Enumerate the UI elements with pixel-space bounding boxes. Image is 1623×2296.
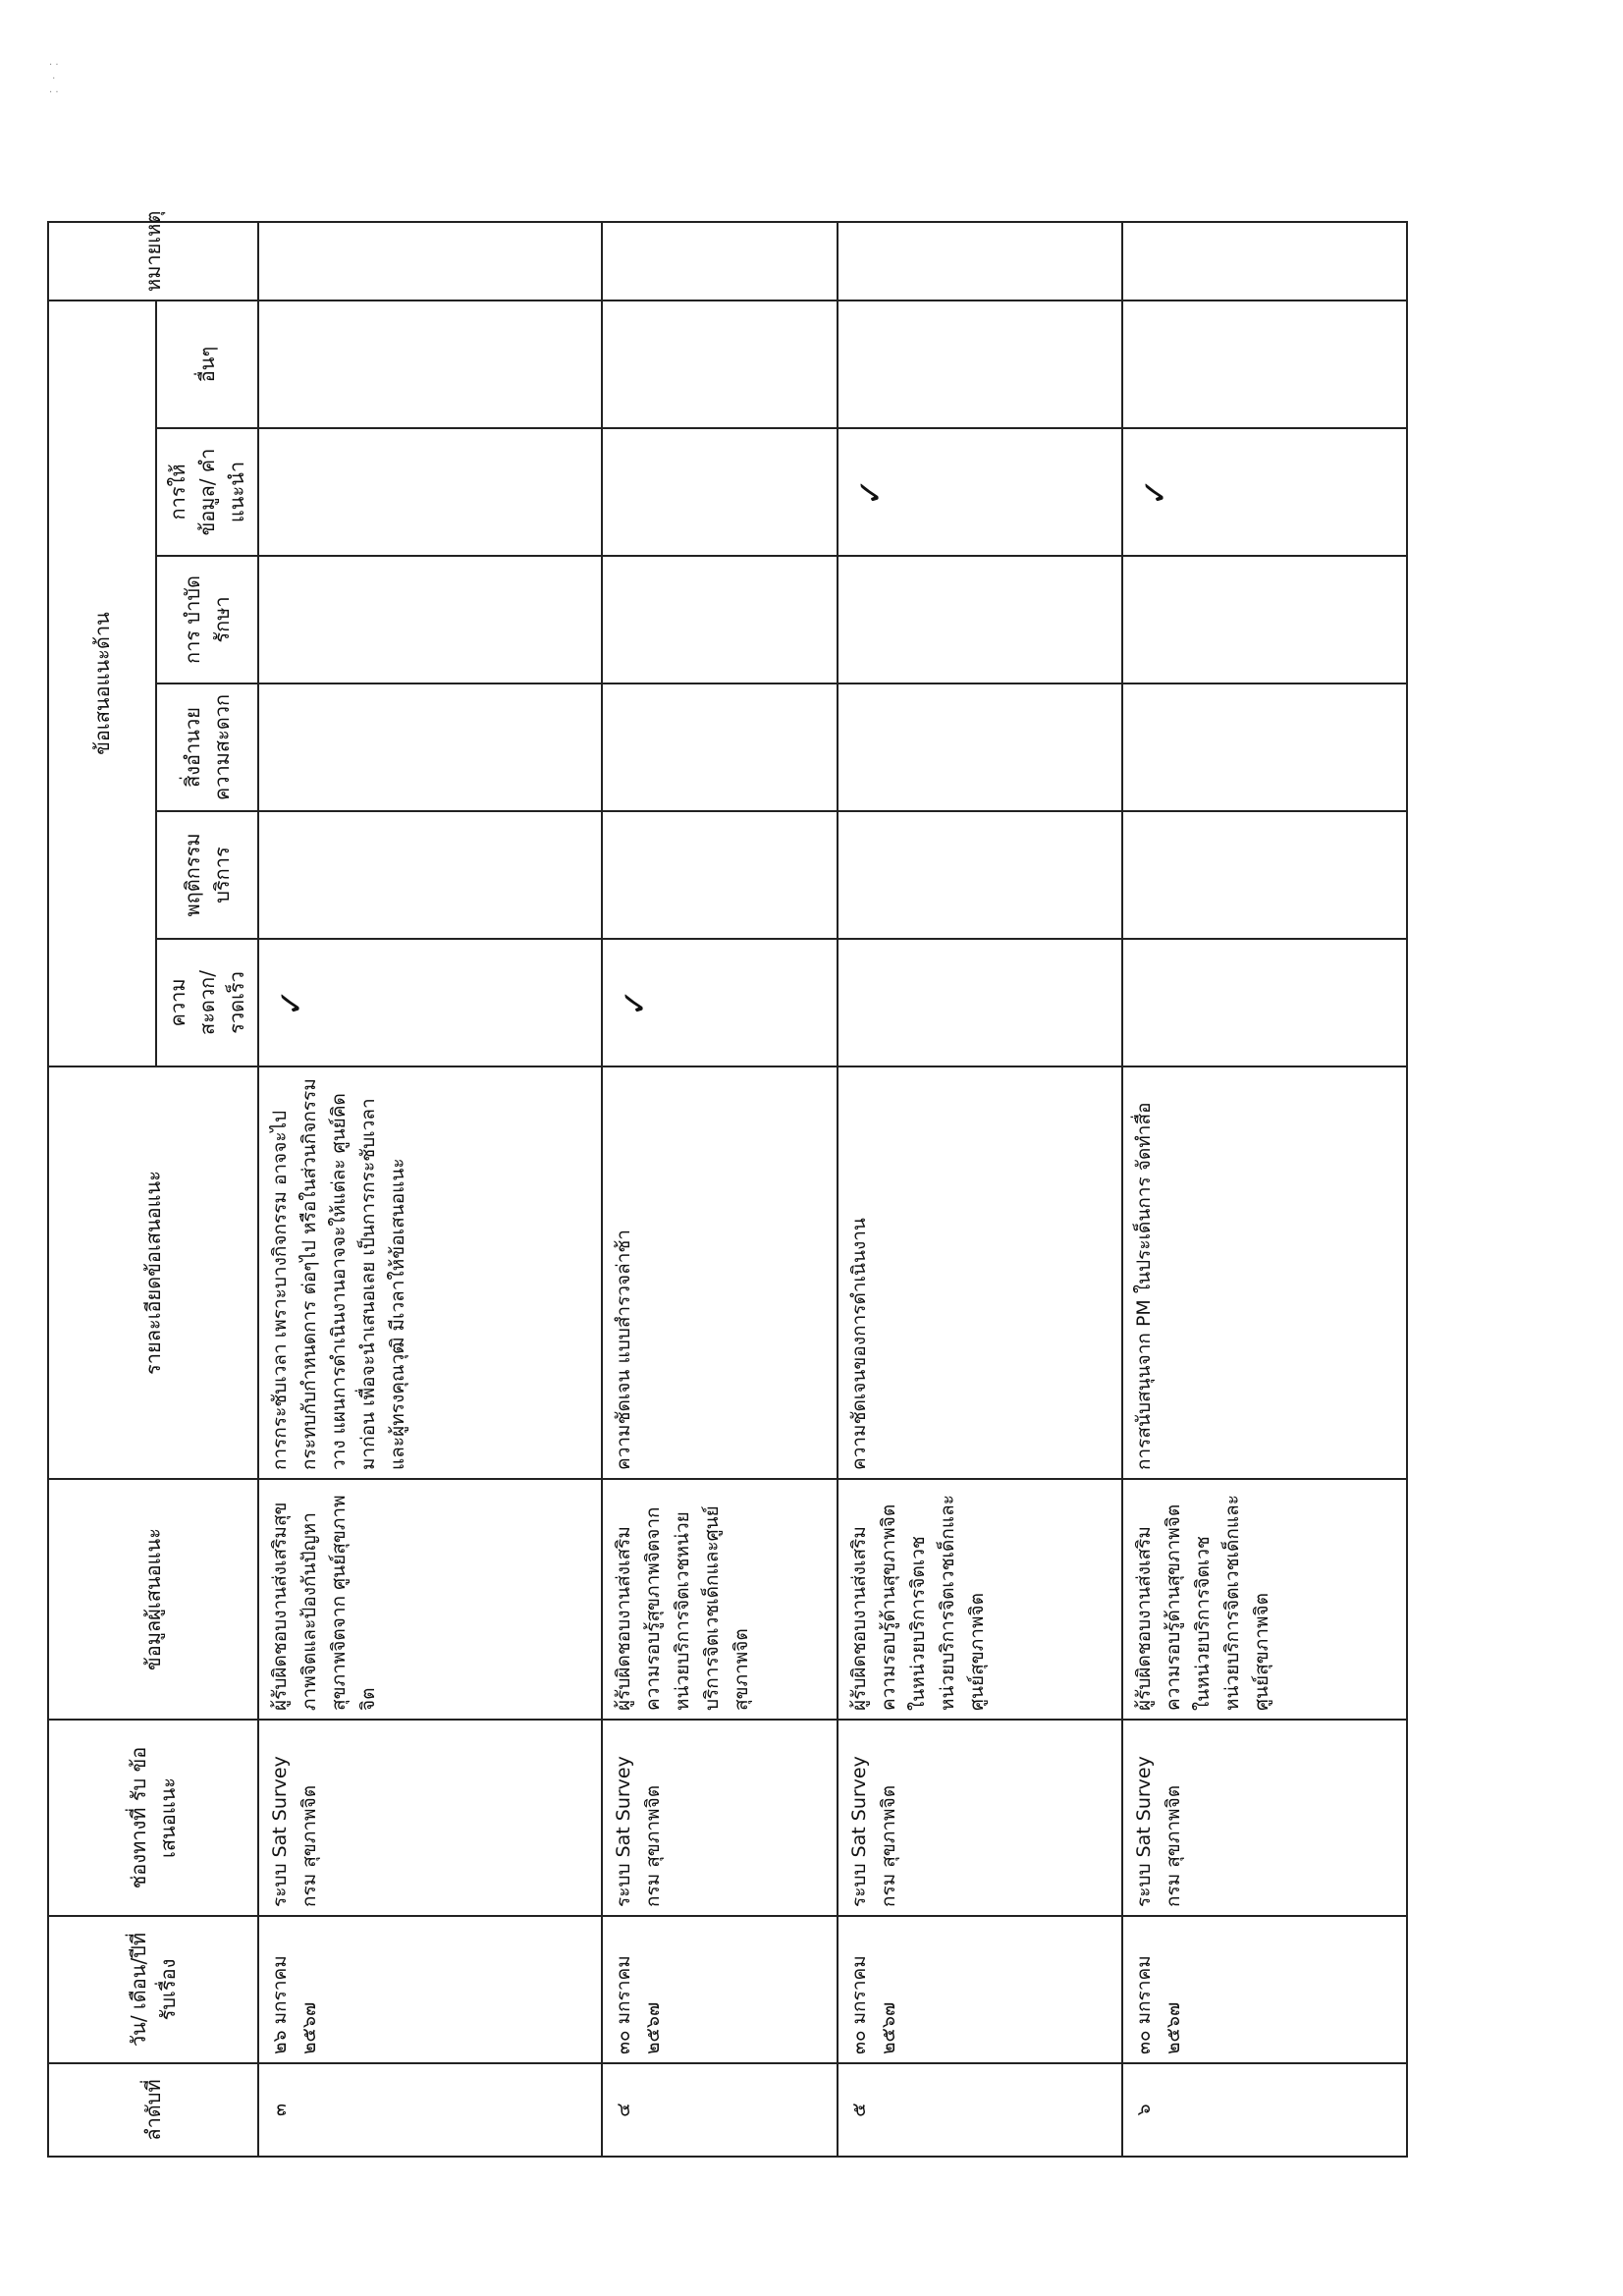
check-cell	[602, 556, 838, 683]
header-remark: หมายเหตุ	[48, 222, 258, 301]
check-cell	[602, 428, 838, 556]
check-mark-icon: ✓	[616, 988, 655, 1017]
suggestion-table	[47, 210, 1408, 2158]
table-row	[1122, 222, 1407, 2157]
check-cell	[258, 683, 602, 811]
check-cell	[838, 556, 1122, 683]
check-cell	[1122, 683, 1407, 811]
row-date: ๒๖ มกราคม ๒๕๖๗	[258, 1916, 602, 2063]
check-cell	[602, 301, 838, 428]
check-cell	[838, 301, 1122, 428]
row-no: ๕	[838, 2063, 1122, 2157]
check-cell	[1122, 556, 1407, 683]
check-mark-icon: ✓	[1136, 477, 1175, 507]
check-cell	[258, 939, 602, 1066]
row-proposer: ผู้รับผิดชอบงานส่งเสริมความรอบรู้ด้านสุขภาพจิตในหน่วยบริการจิตเวช หน่วยบริการจิตเวชเด็กและศูนย์สุขภาพจิต	[838, 1479, 1122, 1720]
row-remark	[838, 222, 1122, 301]
check-cell	[838, 428, 1122, 556]
check-mark-icon: ✓	[272, 988, 311, 1017]
check-cell	[1122, 428, 1407, 556]
row-channel: ระบบ Sat Survey กรม สุขภาพจิต	[838, 1720, 1122, 1916]
header-channel: ช่องทางที่ รับ ข้อเสนอแนะ	[48, 1720, 258, 1916]
check-cell	[1122, 301, 1407, 428]
row-date: ๓๐ มกราคม ๒๕๖๗	[1122, 1916, 1407, 2063]
table-row	[602, 222, 838, 2157]
check-cell	[258, 811, 602, 939]
check-cell	[602, 939, 838, 1066]
check-mark-icon: ✓	[851, 477, 891, 507]
row-date: ๓๐ มกราคม ๒๕๖๗	[602, 1916, 838, 2063]
row-detail: ความชัดเจนของการดำเนินงาน	[838, 1066, 1122, 1479]
row-no: ๓	[258, 2063, 602, 2157]
row-date: ๓๐ มกราคม ๒๕๖๗	[838, 1916, 1122, 2063]
check-cell	[1122, 811, 1407, 939]
row-proposer: ผู้รับผิดชอบงานส่งเสริมสุขภาพจิตและป้องกันปัญหาสุขภาพจิตจาก ศูนย์สุขภาพจิต	[258, 1479, 602, 1720]
row-detail: การสนับสนุนจาก PM ในประเด็นการ จัดทำสื่อ	[1122, 1066, 1407, 1479]
header-sub-other: อื่นๆ	[156, 301, 258, 428]
header-detail: รายละเอียดข้อเสนอแนะ	[48, 1066, 258, 1479]
header-sub-treatment: การ บำบัดรักษา	[156, 556, 258, 683]
header-sub-behavior: พฤติกรรม บริการ	[156, 811, 258, 939]
table-row	[838, 222, 1122, 2157]
header-sub-facility: สิ่งอำนวย ความสะดวก	[156, 683, 258, 811]
header-sub-information: การให้ ข้อมูล/ คำแนะนำ	[156, 428, 258, 556]
row-detail: การกระชับเวลา เพราะบางกิจกรรม อาจจะไปกระทบกับกำหนดการ ต่อๆไป หรือในส่วนกิจกรรมวาง แผนการดำเนินงานอาจจะให้แต่ละ ศูนย์คิดมาก่อน เพื่อจะนำเสนอเลย เป็นการกระชับเวลาและผู้ทรงคุณวุฒิ มีเวลาให้ข้อเสนอแนะ	[258, 1066, 602, 1479]
row-proposer: ผู้รับผิดชอบงานส่งเสริมความรอบรู้สุขภาพจิตจากหน่วยบริการจิตเวชหน่วยบริการจิตเวชเด็กและศูนย์สุขภาพจิต	[602, 1479, 838, 1720]
check-cell	[838, 683, 1122, 811]
scan-specks: · · · · ·	[49, 60, 59, 98]
row-no: ๖	[1122, 2063, 1407, 2157]
row-no: ๔	[602, 2063, 838, 2157]
check-cell	[602, 811, 838, 939]
row-channel: ระบบ Sat Survey กรม สุขภาพจิต	[258, 1720, 602, 1916]
row-remark	[1122, 222, 1407, 301]
row-detail: ความชัดเจน แบบสำรวจล่าช้า	[602, 1066, 838, 1479]
check-cell	[258, 556, 602, 683]
check-cell	[838, 939, 1122, 1066]
header-suggestion-group: ข้อเสนอแนะด้าน	[48, 301, 156, 1066]
header-sub-speed: ความ สะดวก/ รวดเร็ว	[156, 939, 258, 1066]
check-cell	[838, 811, 1122, 939]
rotated-page	[47, 210, 1382, 2158]
check-cell	[258, 301, 602, 428]
row-remark	[602, 222, 838, 301]
check-cell	[602, 683, 838, 811]
header-no: ลำดับที่	[48, 2063, 258, 2157]
row-channel: ระบบ Sat Survey กรม สุขภาพจิต	[1122, 1720, 1407, 1916]
check-cell	[258, 428, 602, 556]
header-date: วัน/ เดือน/ปีที่ รับเรื่อง	[48, 1916, 258, 2063]
check-cell	[1122, 939, 1407, 1066]
row-proposer: ผู้รับผิดชอบงานส่งเสริมความรอบรู้ด้านสุขภาพจิตในหน่วยบริการจิตเวช หน่วยบริการจิตเวชเด็กและศูนย์สุขภาพจิต	[1122, 1479, 1407, 1720]
row-channel: ระบบ Sat Survey กรม สุขภาพจิต	[602, 1720, 838, 1916]
table-row	[258, 222, 602, 2157]
row-remark	[258, 222, 602, 301]
header-proposer: ข้อมูลผู้เสนอแนะ	[48, 1479, 258, 1720]
